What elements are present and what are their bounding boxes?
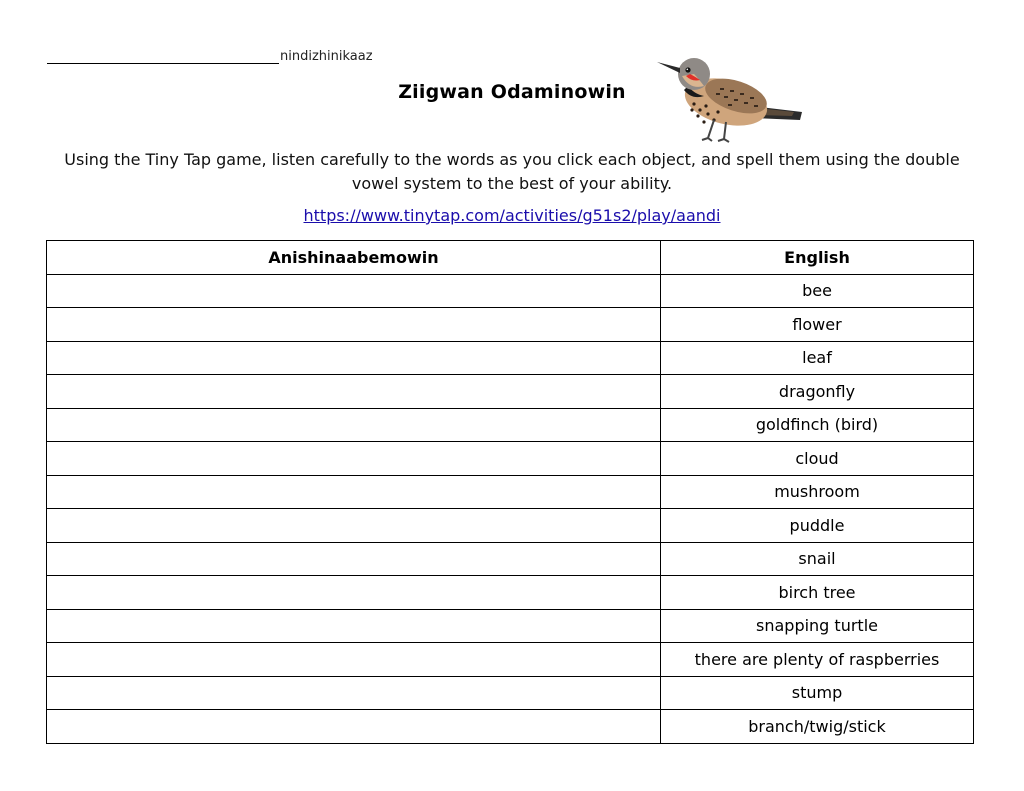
table-row [47,375,974,409]
anishinaabemowin-answer-cell[interactable] [47,542,661,576]
anishinaabemowin-answer-cell[interactable] [47,609,661,643]
table-row [47,408,974,442]
tinytap-activity-link[interactable]: https://www.tinytap.com/activities/g51s2/play/aandi [303,206,721,225]
table-row [47,676,974,710]
anishinaabemowin-answer-cell[interactable] [47,308,661,342]
english-word-cell: goldfinch (bird) [661,408,974,442]
table-row [47,341,974,375]
table-row [47,576,974,610]
english-word-cell: snail [661,542,974,576]
name-label: nindizhinikaaz [280,49,373,64]
english-word-cell: leaf [661,341,974,375]
anishinaabemowin-answer-cell[interactable] [47,274,661,308]
anishinaabemowin-answer-cell[interactable] [47,576,661,610]
anishinaabemowin-answer-cell[interactable] [47,375,661,409]
anishinaabemowin-answer-cell[interactable] [47,442,661,476]
column-header-anishinaabemowin: Anishinaabemowin [47,241,661,275]
anishinaabemowin-answer-cell[interactable] [47,643,661,677]
english-word-cell: snapping turtle [661,609,974,643]
english-word-cell: birch tree [661,576,974,610]
table-row [47,643,974,677]
english-word-cell: branch/twig/stick [661,710,974,744]
anishinaabemowin-answer-cell[interactable] [47,408,661,442]
english-word-cell: puddle [661,509,974,543]
english-word-cell: cloud [661,442,974,476]
table-row [47,542,974,576]
table-row [47,308,974,342]
english-word-cell: stump [661,676,974,710]
name-field [47,49,373,64]
english-word-cell: bee [661,274,974,308]
anishinaabemowin-answer-cell[interactable] [47,710,661,744]
table-row [47,710,974,744]
english-word-cell: there are plenty of raspberries [661,643,974,677]
table-row [47,609,974,643]
english-word-cell: flower [661,308,974,342]
table-row [47,475,974,509]
anishinaabemowin-answer-cell[interactable] [47,676,661,710]
table-row [47,274,974,308]
instructions-text: Using the Tiny Tap game, listen carefully to the words as you click each object, and spell them using the double vowel system to the best of your ability. [64,150,960,193]
anishinaabemowin-answer-cell[interactable] [47,341,661,375]
vocabulary-table [46,240,974,744]
anishinaabemowin-answer-cell[interactable] [47,475,661,509]
anishinaabemowin-answer-cell[interactable] [47,509,661,543]
english-word-cell: mushroom [661,475,974,509]
name-blank-line[interactable] [47,49,279,64]
english-word-cell: dragonfly [661,375,974,409]
table-row [47,509,974,543]
table-row [47,442,974,476]
page-title: Ziigwan Odaminowin [398,81,626,103]
column-header-english: English [661,241,974,275]
northern-flicker-bird-icon [654,46,804,146]
table-header-row [47,241,974,275]
